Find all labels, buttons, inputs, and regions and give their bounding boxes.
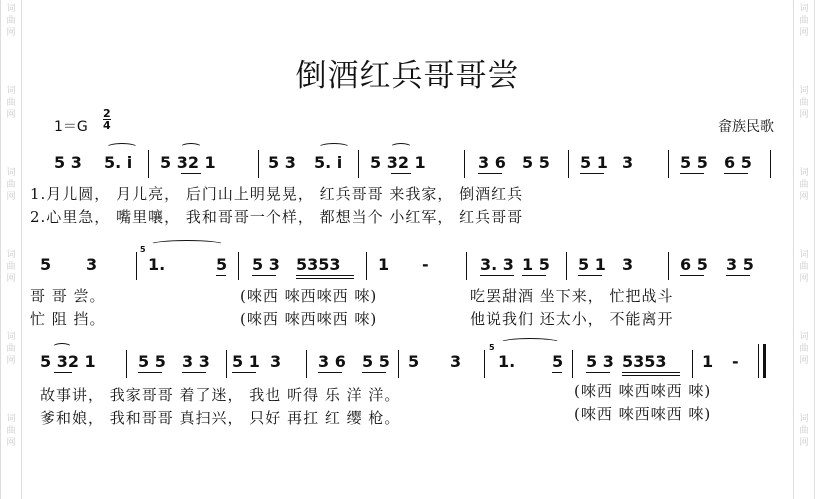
watermark-glyph: 曲 bbox=[6, 262, 16, 272]
notes: 1. bbox=[148, 255, 166, 274]
watermark-glyph: 曲 bbox=[799, 98, 809, 108]
notes: 3 bbox=[86, 255, 98, 274]
beam bbox=[296, 275, 354, 276]
final-bar-line-thin bbox=[758, 344, 759, 378]
beam bbox=[391, 173, 411, 174]
beam bbox=[252, 275, 276, 276]
notes: 5 5 bbox=[680, 153, 708, 172]
notes: 5 1 bbox=[580, 153, 608, 172]
beam bbox=[586, 372, 610, 373]
watermark-glyph: 曲 bbox=[6, 426, 16, 436]
beam bbox=[680, 173, 704, 174]
notes: 5 5 bbox=[522, 153, 550, 172]
notes: 5 32 1 bbox=[40, 352, 96, 371]
watermark-glyph: 词 bbox=[799, 168, 809, 178]
beam bbox=[522, 275, 546, 276]
bar-line bbox=[770, 150, 771, 178]
watermark-glyph: 词 bbox=[6, 4, 16, 14]
watermark-glyph: 曲 bbox=[799, 426, 809, 436]
lyric-line-1-ending: (唻西 唻西唻西 唻) bbox=[574, 382, 712, 400]
watermark-glyph: 网 bbox=[799, 274, 809, 284]
beam bbox=[726, 275, 750, 276]
notes: 1 5 bbox=[522, 255, 550, 274]
lyric-line-2-ending: (唻西 唻西唻西 唻) bbox=[240, 310, 378, 328]
watermark-glyph: 曲 bbox=[799, 180, 809, 190]
volta-mark: 5 bbox=[489, 343, 495, 352]
watermark-glyph: 网 bbox=[6, 438, 16, 448]
bar-line bbox=[226, 350, 227, 378]
bar-line bbox=[572, 350, 573, 378]
bar-line bbox=[358, 150, 359, 178]
notes: 1. bbox=[498, 352, 516, 371]
watermark-glyph: 曲 bbox=[6, 98, 16, 108]
beam bbox=[181, 173, 201, 174]
notes: 1 bbox=[702, 352, 714, 371]
watermark-glyph: 网 bbox=[799, 356, 809, 366]
key-signature: 1＝G bbox=[54, 119, 88, 135]
lyric-line-2: 忙 阻 挡。 bbox=[30, 310, 106, 328]
notes: 3 6 bbox=[318, 352, 346, 371]
beam bbox=[724, 173, 748, 174]
notes: 5 5 bbox=[362, 352, 390, 371]
lyric-line-1-ending: (唻西 唻西唻西 唻) bbox=[240, 287, 378, 305]
notes: 5 32 1 bbox=[370, 153, 426, 172]
bar-line bbox=[258, 150, 259, 178]
slur bbox=[52, 343, 72, 352]
notes: 6 5 bbox=[680, 255, 708, 274]
bar-line bbox=[464, 150, 465, 178]
bar-line bbox=[566, 252, 567, 280]
beam bbox=[622, 375, 680, 376]
watermark-glyph: 词 bbox=[6, 86, 16, 96]
notes: 1 bbox=[378, 255, 390, 274]
notes: 3 bbox=[270, 352, 282, 371]
bar-line bbox=[668, 252, 669, 280]
notes: - bbox=[732, 352, 739, 371]
slur bbox=[106, 143, 138, 152]
watermark-glyph: 网 bbox=[6, 274, 16, 284]
beam bbox=[318, 372, 342, 373]
notes: 3 6 bbox=[478, 153, 506, 172]
notes: 5353 bbox=[622, 352, 667, 371]
beam bbox=[296, 278, 354, 279]
lyric-line-2: 2.心里急， 嘴里嚷， 我和哥哥一个样， 都想当个 小红军， 红兵哥哥 bbox=[30, 208, 524, 226]
watermark-glyph: 曲 bbox=[6, 16, 16, 26]
lyric-line-1: 哥 哥 尝。 bbox=[30, 287, 106, 305]
watermark-glyph: 曲 bbox=[799, 262, 809, 272]
bar-line bbox=[238, 252, 239, 280]
bar-line bbox=[366, 252, 367, 280]
notes: 3 3 bbox=[182, 352, 210, 371]
notes: 5. i bbox=[104, 153, 133, 172]
watermark-glyph: 曲 bbox=[6, 344, 16, 354]
notes: 5 3 bbox=[252, 255, 280, 274]
notes: 5 bbox=[40, 255, 52, 274]
beam bbox=[680, 275, 704, 276]
time-signature bbox=[103, 108, 111, 131]
slur bbox=[150, 240, 224, 249]
watermark-glyph: 词 bbox=[799, 4, 809, 14]
watermark-glyph: 曲 bbox=[799, 16, 809, 26]
watermark-glyph: 网 bbox=[799, 28, 809, 38]
lyric-line-1: 故事讲， 我家哥哥 着了迷， 我也 听得 乐 洋 洋。 bbox=[40, 386, 401, 404]
watermark-glyph: 网 bbox=[799, 438, 809, 448]
bar-line bbox=[692, 350, 693, 378]
notes: 3 bbox=[450, 352, 462, 371]
notes: 3 5 bbox=[726, 255, 754, 274]
lyric-line-1: 1.月儿圆， 月儿亮， 后门山上明晃晃， 红兵哥哥 来我家， 倒酒红兵 bbox=[30, 185, 524, 203]
lyric-line-2-ending: (唻西 唻西唻西 唻) bbox=[574, 405, 712, 423]
bar-line bbox=[148, 150, 149, 178]
watermark-glyph: 网 bbox=[6, 110, 16, 120]
notes: 3. 3 bbox=[480, 255, 514, 274]
notes: 5 bbox=[408, 352, 420, 371]
notes: 6 5 bbox=[724, 153, 752, 172]
beam bbox=[362, 372, 386, 373]
watermark-glyph: 曲 bbox=[799, 344, 809, 354]
watermark-glyph: 词 bbox=[6, 168, 16, 178]
song-source: 畲族民歌 bbox=[718, 119, 774, 135]
song-title: 倒酒红兵哥哥尝 bbox=[295, 58, 520, 94]
beam bbox=[622, 372, 680, 373]
lyric-line-1-continued: 吃罢甜酒 坐下来， 忙把战斗 bbox=[470, 287, 674, 305]
notes: 5 32 1 bbox=[160, 153, 216, 172]
volta-mark: 5 bbox=[140, 245, 146, 254]
watermark-glyph: 词 bbox=[6, 332, 16, 342]
notes: 3 bbox=[622, 255, 634, 274]
notes: 5353 bbox=[296, 255, 341, 274]
beam bbox=[578, 275, 602, 276]
notes: 5 5 bbox=[138, 352, 166, 371]
bar-line bbox=[398, 350, 399, 378]
slur bbox=[390, 143, 412, 152]
watermark-glyph: 词 bbox=[799, 332, 809, 342]
bar-line bbox=[466, 252, 467, 280]
lyric-line-2-continued: 他说我们 还太小， 不能离开 bbox=[470, 310, 674, 328]
beam bbox=[182, 372, 206, 373]
watermark-glyph: 曲 bbox=[6, 180, 16, 190]
watermark-glyph: 网 bbox=[6, 356, 16, 366]
notes: 5. i bbox=[314, 153, 343, 172]
final-bar-line-thick bbox=[763, 344, 766, 378]
watermark-glyph: 网 bbox=[799, 110, 809, 120]
lyric-line-2: 爹和娘， 我和哥哥 真扫兴， 只好 再扛 红 缨 枪。 bbox=[40, 409, 401, 427]
notes: 5 bbox=[216, 255, 228, 274]
watermark-glyph: 网 bbox=[799, 192, 809, 202]
beam bbox=[216, 275, 226, 276]
time-signature-top: 2 bbox=[103, 107, 111, 120]
notes: 5 bbox=[552, 352, 564, 371]
notes: 5 3 bbox=[54, 153, 82, 172]
time-signature-bottom: 4 bbox=[103, 119, 111, 132]
beam bbox=[232, 372, 256, 373]
bar-line bbox=[484, 350, 485, 378]
slur bbox=[180, 143, 202, 152]
notes: 5 1 bbox=[578, 255, 606, 274]
bar-line bbox=[306, 350, 307, 378]
watermark-glyph: 网 bbox=[6, 28, 16, 38]
beam bbox=[580, 173, 604, 174]
watermark-glyph: 词 bbox=[799, 86, 809, 96]
beam bbox=[552, 372, 562, 373]
notes: 3 bbox=[622, 153, 634, 172]
notes: 5 3 bbox=[586, 352, 614, 371]
slur bbox=[500, 338, 560, 347]
watermark-glyph: 词 bbox=[6, 250, 16, 260]
notes: - bbox=[422, 255, 429, 274]
bar-line bbox=[568, 150, 569, 178]
beam bbox=[54, 372, 72, 373]
slur bbox=[318, 143, 350, 152]
bar-line bbox=[126, 350, 127, 378]
notes: 5 3 bbox=[268, 153, 296, 172]
notes: 5 1 bbox=[232, 352, 260, 371]
watermark-glyph: 词 bbox=[799, 250, 809, 260]
bar-line bbox=[668, 150, 669, 178]
beam bbox=[478, 173, 502, 174]
watermark-glyph: 词 bbox=[799, 414, 809, 424]
beam bbox=[480, 275, 514, 276]
bar-line bbox=[136, 252, 137, 280]
beam bbox=[138, 372, 162, 373]
watermark-glyph: 网 bbox=[6, 192, 16, 202]
watermark-glyph: 词 bbox=[6, 414, 16, 424]
